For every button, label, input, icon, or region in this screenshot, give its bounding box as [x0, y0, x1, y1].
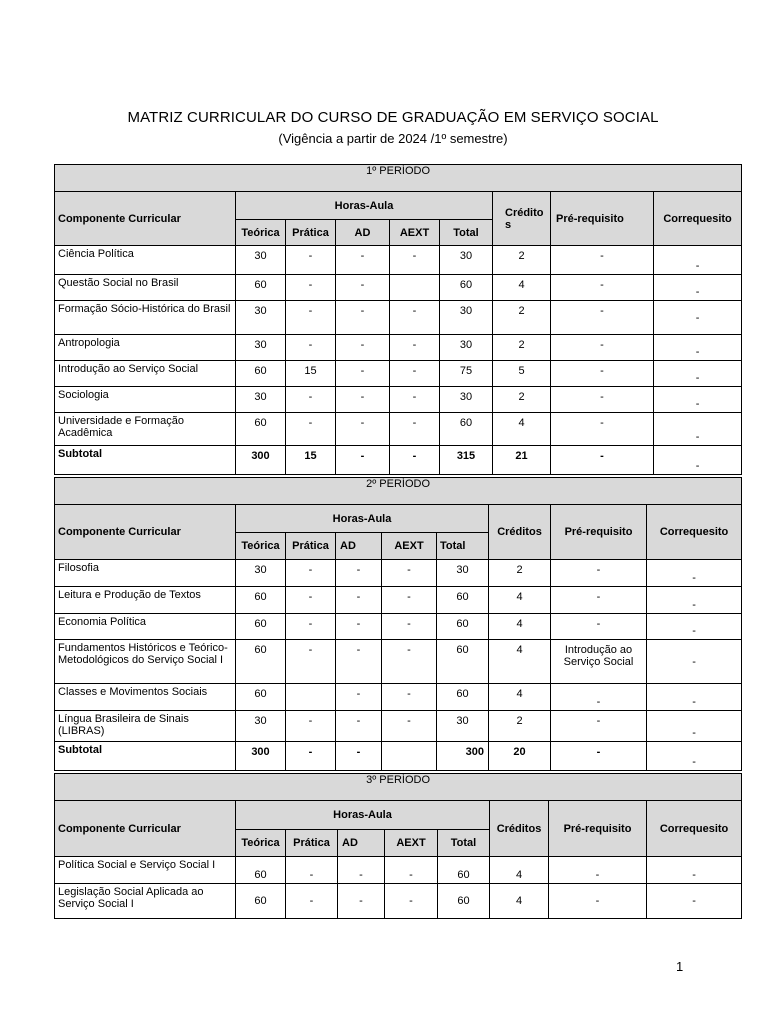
- row-name: Economia Política: [55, 614, 236, 640]
- col-total: Total: [440, 220, 493, 246]
- row-ad: -: [336, 587, 382, 614]
- row-ad: -: [338, 884, 385, 919]
- table-row: [55, 857, 742, 884]
- period-header-row: [55, 478, 742, 505]
- row-correquesito: -: [654, 413, 742, 446]
- subtotal-aext: -: [390, 446, 440, 475]
- row-creditos: 5: [493, 361, 551, 387]
- row-pratica: 15: [286, 361, 336, 387]
- row-ad: -: [336, 614, 382, 640]
- row-total: 60: [437, 587, 489, 614]
- col-teorica: Teórica: [236, 533, 286, 560]
- row-creditos: 2: [493, 387, 551, 413]
- row-total: 30: [440, 387, 493, 413]
- col-horas-aula: Horas-Aula: [236, 505, 489, 533]
- col-aext: AEXT: [390, 220, 440, 246]
- row-ad: -: [336, 640, 382, 684]
- row-teorica: 60: [236, 275, 286, 301]
- row-aext: -: [382, 640, 437, 684]
- row-correquesito: -: [647, 587, 742, 614]
- row-pre-requisito: -: [551, 711, 647, 742]
- row-ad: -: [338, 857, 385, 884]
- row-aext: -: [382, 711, 437, 742]
- row-aext: -: [390, 246, 440, 275]
- subtotal-correquesito: -: [654, 446, 742, 475]
- table-row: [55, 246, 742, 275]
- row-pratica: -: [286, 301, 336, 335]
- row-pratica: -: [286, 275, 336, 301]
- row-aext: -: [390, 413, 440, 446]
- page-number: 1: [676, 959, 684, 974]
- row-creditos: 4: [489, 640, 551, 684]
- row-name: Introdução ao Serviço Social: [55, 361, 236, 387]
- row-pre-requisito: -: [551, 560, 647, 587]
- row-total: 60: [438, 857, 490, 884]
- row-creditos: 4: [489, 684, 551, 711]
- row-total: 60: [437, 640, 489, 684]
- table-row: [55, 275, 742, 301]
- row-teorica: 60: [236, 884, 286, 919]
- row-teorica: 30: [236, 301, 286, 335]
- row-name: Questão Social no Brasil: [55, 275, 236, 301]
- period-2-table-wrap: [54, 477, 741, 771]
- row-aext: -: [390, 301, 440, 335]
- row-teorica: 30: [236, 387, 286, 413]
- col-creditos: Crédito s: [493, 192, 551, 246]
- row-name: Classes e Movimentos Sociais: [55, 684, 236, 711]
- period-header-row: [55, 165, 742, 192]
- row-ad: -: [336, 413, 390, 446]
- row-name: Antropologia: [55, 335, 236, 361]
- row-name: Filosofia: [55, 560, 236, 587]
- row-aext: -: [385, 857, 438, 884]
- row-pratica: -: [286, 711, 336, 742]
- row-pratica: -: [286, 335, 336, 361]
- subtotal-total: 300: [437, 742, 489, 771]
- row-pratica: -: [286, 884, 338, 919]
- row-pratica: [286, 684, 336, 711]
- col-ad: AD: [336, 220, 390, 246]
- row-pre-requisito: -: [551, 587, 647, 614]
- row-name: Leitura e Produção de Textos: [55, 587, 236, 614]
- row-creditos: 4: [489, 614, 551, 640]
- row-teorica: 60: [236, 614, 286, 640]
- table-row: [55, 335, 742, 361]
- subtotal-aext: [382, 742, 437, 771]
- row-total: 60: [437, 684, 489, 711]
- row-pratica: -: [286, 413, 336, 446]
- row-total: 30: [437, 560, 489, 587]
- period-1-table: [54, 164, 742, 475]
- row-creditos: 2: [493, 301, 551, 335]
- subtotal-label: Subtotal: [55, 742, 236, 771]
- row-correquesito: -: [654, 246, 742, 275]
- col-componente: Componente Curricular: [55, 801, 236, 857]
- col-pre-requisito: Pré-requisito: [551, 192, 654, 246]
- row-teorica: 60: [236, 684, 286, 711]
- row-aext: -: [382, 684, 437, 711]
- row-total: 30: [440, 335, 493, 361]
- row-pre-requisito: -: [551, 335, 654, 361]
- document-subtitle: (Vigência a partir de 2024 /1º semestre): [278, 131, 508, 146]
- subtotal-ad: -: [336, 446, 390, 475]
- row-ad: -: [336, 684, 382, 711]
- row-total: 30: [440, 246, 493, 275]
- row-correquesito: -: [654, 275, 742, 301]
- row-correquesito: -: [647, 614, 742, 640]
- row-pre-requisito: -: [551, 614, 647, 640]
- row-aext: -: [390, 335, 440, 361]
- row-correquesito: -: [654, 361, 742, 387]
- row-name: Sociologia: [55, 387, 236, 413]
- col-ad: AD: [338, 830, 385, 857]
- row-pratica: -: [286, 246, 336, 275]
- col-total: Total: [437, 533, 489, 560]
- column-header-row: [55, 505, 742, 533]
- subtotal-total: 315: [440, 446, 493, 475]
- row-correquesito: -: [647, 857, 742, 884]
- column-header-row: [55, 192, 742, 220]
- row-aext: -: [390, 387, 440, 413]
- row-pre-requisito: Introdução ao Serviço Social: [551, 640, 647, 684]
- row-total: 60: [440, 275, 493, 301]
- subtotal-creditos: 20: [489, 742, 551, 771]
- row-ad: -: [336, 387, 390, 413]
- subtotal-pratica: 15: [286, 446, 336, 475]
- row-ad: -: [336, 335, 390, 361]
- col-horas-aula: Horas-Aula: [236, 192, 493, 220]
- row-name: Fundamentos Históricos e Teórico-Metodológicos do Serviço Social I: [55, 640, 236, 684]
- table-row: [55, 884, 742, 919]
- row-ad: -: [336, 301, 390, 335]
- table-row: [55, 413, 742, 446]
- row-pratica: -: [286, 387, 336, 413]
- row-pratica: -: [286, 587, 336, 614]
- row-creditos: 2: [489, 711, 551, 742]
- row-name: Língua Brasileira de Sinais (LIBRAS): [55, 711, 236, 742]
- period-2-table: [54, 477, 742, 771]
- row-name: Ciência Política: [55, 246, 236, 275]
- row-ad: -: [336, 275, 390, 301]
- row-aext: -: [382, 560, 437, 587]
- col-correquesito: Correquesito: [647, 801, 742, 857]
- row-name: Política Social e Serviço Social I: [55, 857, 236, 884]
- row-aext: -: [385, 884, 438, 919]
- period-3-table-wrap: [54, 773, 741, 919]
- row-correquesito: -: [654, 335, 742, 361]
- row-aext: -: [390, 361, 440, 387]
- row-pratica: -: [286, 640, 336, 684]
- column-header-row: [55, 801, 742, 830]
- col-teorica: Teórica: [236, 830, 286, 857]
- row-correquesito: -: [647, 560, 742, 587]
- col-correquesito: Correquesito: [647, 505, 742, 560]
- row-ad: -: [336, 361, 390, 387]
- row-pre-requisito: -: [551, 684, 647, 711]
- row-creditos: 2: [489, 560, 551, 587]
- row-pre-requisito: -: [549, 857, 647, 884]
- row-ad: -: [336, 246, 390, 275]
- row-name: Universidade e Formação Acadêmica: [55, 413, 236, 446]
- col-teorica: Teórica: [236, 220, 286, 246]
- subtotal-row: [55, 742, 742, 771]
- row-total: 60: [437, 614, 489, 640]
- col-total: Total: [438, 830, 490, 857]
- row-creditos: 4: [490, 857, 549, 884]
- table-row: [55, 640, 742, 684]
- row-teorica: 30: [236, 246, 286, 275]
- table-row: [55, 301, 742, 335]
- col-aext: AEXT: [385, 830, 438, 857]
- subtotal-pre-requisito: -: [551, 742, 647, 771]
- col-componente: Componente Curricular: [55, 192, 236, 246]
- row-correquesito: -: [647, 684, 742, 711]
- subtotal-correquesito: -: [647, 742, 742, 771]
- row-creditos: 2: [493, 246, 551, 275]
- col-pratica: Prática: [286, 220, 336, 246]
- row-total: 75: [440, 361, 493, 387]
- col-componente: Componente Curricular: [55, 505, 236, 560]
- row-aext: -: [382, 614, 437, 640]
- subtotal-row: [55, 446, 742, 475]
- table-row: [55, 614, 742, 640]
- col-pratica: Prática: [286, 533, 336, 560]
- col-ad: AD: [336, 533, 382, 560]
- table-row: [55, 711, 742, 742]
- subtotal-teorica: 300: [236, 446, 286, 475]
- row-pre-requisito: -: [551, 275, 654, 301]
- row-teorica: 60: [236, 361, 286, 387]
- row-correquesito: -: [647, 884, 742, 919]
- row-total: 30: [440, 301, 493, 335]
- row-teorica: 60: [236, 413, 286, 446]
- table-row: [55, 361, 742, 387]
- row-ad: -: [336, 711, 382, 742]
- subtotal-ad: -: [336, 742, 382, 771]
- row-correquesito: -: [647, 640, 742, 684]
- col-pre-requisito: Pré-requisito: [551, 505, 647, 560]
- period-3-table: [54, 773, 742, 919]
- row-name: Legislação Social Aplicada ao Serviço Social I: [55, 884, 236, 919]
- period-label: 1º PERÍODO: [55, 165, 742, 192]
- row-total: 60: [438, 884, 490, 919]
- row-teorica: 30: [236, 560, 286, 587]
- period-label: 3º PERÍODO: [55, 774, 742, 801]
- row-teorica: 60: [236, 587, 286, 614]
- col-horas-aula: Horas-Aula: [236, 801, 490, 830]
- subtotal-creditos: 21: [493, 446, 551, 475]
- row-pre-requisito: -: [551, 361, 654, 387]
- row-correquesito: -: [647, 711, 742, 742]
- subtotal-label: Subtotal: [55, 446, 236, 475]
- table-row: [55, 387, 742, 413]
- row-correquesito: -: [654, 301, 742, 335]
- row-teorica: 30: [236, 335, 286, 361]
- col-correquesito: Correquesito: [654, 192, 742, 246]
- col-pre-requisito: Pré-requisito: [549, 801, 647, 857]
- row-creditos: 2: [493, 335, 551, 361]
- row-creditos: 4: [493, 275, 551, 301]
- row-total: 60: [440, 413, 493, 446]
- period-label: 2º PERÍODO: [55, 478, 742, 505]
- row-pre-requisito: -: [549, 884, 647, 919]
- subtotal-pre-requisito: -: [551, 446, 654, 475]
- row-creditos: 4: [489, 587, 551, 614]
- col-aext: AEXT: [382, 533, 437, 560]
- row-pre-requisito: -: [551, 301, 654, 335]
- row-pre-requisito: -: [551, 387, 654, 413]
- row-pre-requisito: -: [551, 246, 654, 275]
- row-aext: [390, 275, 440, 301]
- row-teorica: 30: [236, 711, 286, 742]
- table-row: [55, 684, 742, 711]
- row-pratica: -: [286, 560, 336, 587]
- table-row: [55, 560, 742, 587]
- row-correquesito: -: [654, 387, 742, 413]
- subtotal-teorica: 300: [236, 742, 286, 771]
- row-teorica: 60: [236, 857, 286, 884]
- row-total: 30: [437, 711, 489, 742]
- document-title: MATRIZ CURRICULAR DO CURSO DE GRADUAÇÃO EM SERVIÇO SOCIAL: [127, 109, 659, 126]
- row-teorica: 60: [236, 640, 286, 684]
- period-header-row: [55, 774, 742, 801]
- row-pre-requisito: -: [551, 413, 654, 446]
- row-creditos: 4: [490, 884, 549, 919]
- table-row: [55, 587, 742, 614]
- subtotal-pratica: -: [286, 742, 336, 771]
- row-creditos: 4: [493, 413, 551, 446]
- row-ad: -: [336, 560, 382, 587]
- col-pratica: Prática: [286, 830, 338, 857]
- row-aext: -: [382, 587, 437, 614]
- col-creditos: Créditos: [489, 505, 551, 560]
- col-creditos: Créditos: [490, 801, 549, 857]
- period-1-table-wrap: [54, 164, 741, 475]
- row-pratica: -: [286, 857, 338, 884]
- row-pratica: -: [286, 614, 336, 640]
- row-name: Formação Sócio-Histórica do Brasil: [55, 301, 236, 335]
